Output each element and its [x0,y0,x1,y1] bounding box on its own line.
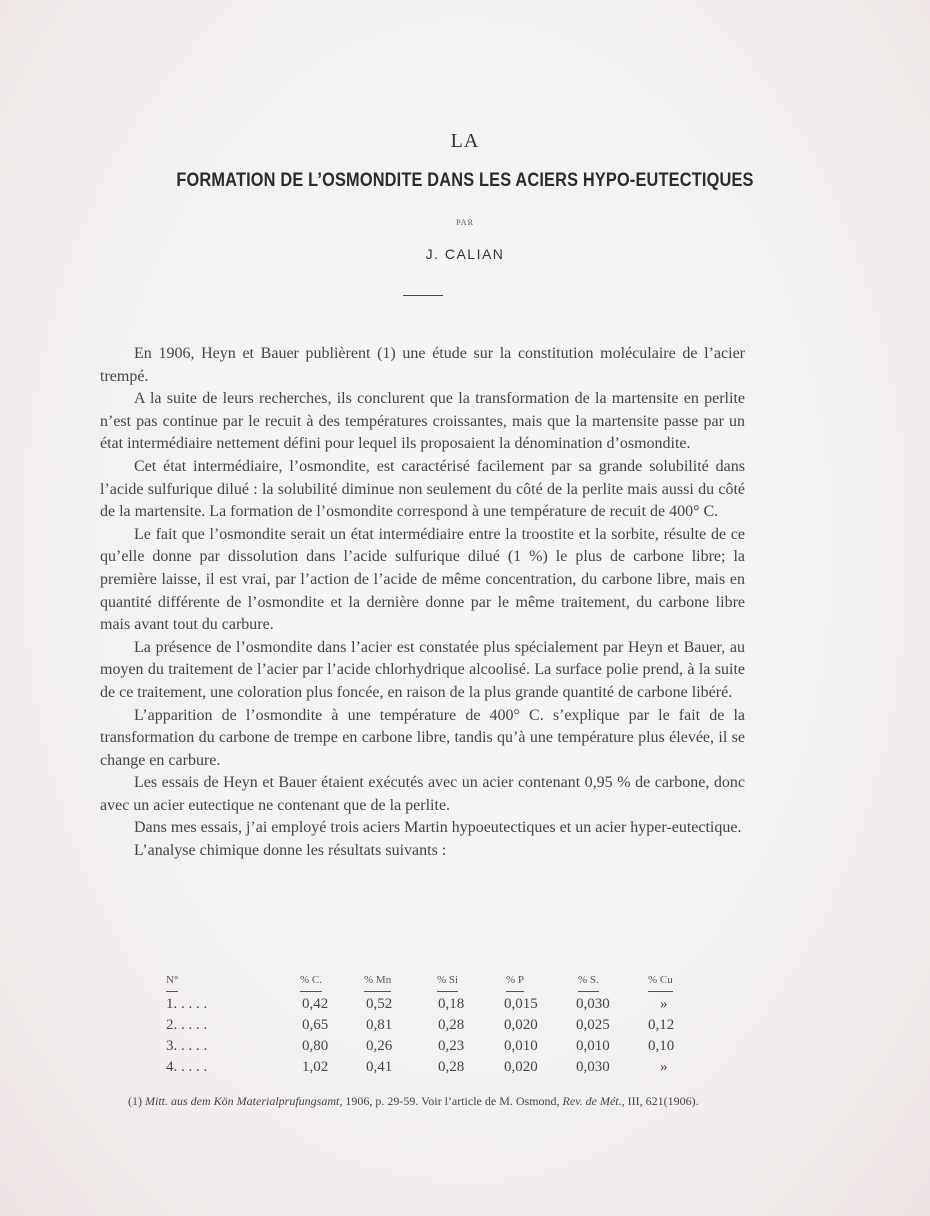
paragraph: A la suite de leurs recherches, ils conclurent que la transformation de la martensite en perlite n’est pas continue par le recuit à des températures croissantes, mais que la martensite passe par un état intermédiaire nettement défini pour lequel ils proposaient la dénomination d’osmondite. [100,390,745,453]
cell: 0,26 [366,1038,393,1054]
byline-par: PAR [456,218,474,227]
cell: 1,02 [302,1059,329,1075]
cell: 0,65 [302,1017,329,1033]
cell: 0,28 [438,1017,465,1033]
cell: 0,030 [576,1059,610,1075]
article-heading: LA [450,130,480,152]
author-name: J. CALIAN [425,246,505,262]
footnote [100,1093,750,1110]
cell: 3. . . . . [166,1038,208,1054]
cell: 0,41 [366,1059,393,1075]
cell: 4. . . . . [166,1059,208,1075]
cell: 0,81 [366,1017,393,1033]
cell: 0,015 [504,996,538,1012]
paragraph: L’apparition de l’osmondite à une température de 400° C. s’explique par le fait de la transformation du carbone de trempe en carbone libre, tandis qu’à une température plus élevée, il se change en carbure. [100,706,745,769]
article-body [100,343,745,863]
paragraph: Dans mes essais, j’ai employé trois aciers Martin hypoeutectiques et un acier hyper-eutectique. [134,819,742,837]
table-row [100,996,745,1017]
title-divider [403,295,443,296]
cell: 0,23 [438,1038,465,1054]
footnote-pages: 1906, p. 29-59. Voir l’article de M. Osmond, [342,1094,563,1108]
header-copper: % Cu [648,974,673,992]
cell: 0,80 [302,1038,329,1054]
cell: 0,52 [366,996,393,1012]
cell: 0,030 [576,996,610,1012]
footnote-marker: (1) [128,1094,142,1108]
footnote-journal: Rev. de Mét., [562,1094,625,1108]
cell: 0,12 [648,1017,675,1033]
cell: » [660,996,668,1012]
footnote-reference: III, 621(1906). [624,1094,699,1108]
cell: 0,28 [438,1059,465,1075]
header-number: N° [166,974,178,992]
footnote-source: Mitt. aus dem Kön Materialprufungsamt, [145,1094,343,1108]
header-silicon: % Si [437,974,458,992]
paragraph: En 1906, Heyn et Bauer publièrent (1) une étude sur la constitution moléculaire de l’acier trempé. [100,345,745,385]
cell: 0,10 [648,1038,675,1054]
paragraph: L’analyse chimique donne les résultats suivants : [134,842,447,860]
article-title: FORMATION DE L’OSMONDITE DANS LES ACIERS HYPO-EUTECTIQUES [176,170,754,191]
paragraph: La présence de l’osmondite dans l’acier est constatée plus spécialement par Heyn et Bauer, au moyen du traitement de l’acier par l’acide chlorhydrique alcoolisé. La surface polie prend, à la suite de ce traitement, une coloration plus foncée, en raison de la plus grande quantité de carbone libéré. [100,638,745,701]
cell: » [660,1059,668,1075]
cell: 0,18 [438,996,465,1012]
cell: 0,020 [504,1059,538,1075]
header-sulfur: % S. [578,974,599,992]
header-phosphorus: % P [506,974,524,992]
header-manganese: % Mn [364,974,391,992]
table-row [100,1059,745,1080]
cell: 0,010 [576,1038,610,1054]
table-header [100,970,745,996]
cell: 0,42 [302,996,329,1012]
paragraph: Les essais de Heyn et Bauer étaient exécutés avec un acier contenant 0,95 % de carbone, donc avec un acier eutectique ne contenant que de la perlite. [100,774,745,814]
cell: 0,010 [504,1038,538,1054]
table-row [100,1038,745,1059]
cell: 2. . . . . [166,1017,208,1033]
cell: 0,020 [504,1017,538,1033]
header-carbon: % C. [300,974,322,992]
paragraph: Cet état intermédiaire, l’osmondite, est caractérisé facilement par sa grande solubilité dans l’acide sulfurique dilué : la solubilité diminue non seulement du côté de la perlite mais aussi du côté de la martensite. La formation de l’osmondite correspond à une température de recuit de 400° C. [100,457,745,521]
table-row [100,1017,745,1038]
analysis-table [100,970,745,1080]
cell: 0,025 [576,1017,610,1033]
cell: 1. . . . . [166,996,208,1012]
paragraph: Le fait que l’osmondite serait un état intermédiaire entre la troostite et la sorbite, résulte de ce qu’elle donne par dissolution dans l’acide sulfurique dilué (1 %) le plus de carbone libre; la première laisse, il est vrai, par l’action de l’acide de même concentration, du carbone libre, mais en quantité différente de l’osmondite et la dernière donne par le même traitement, du carbone libre mais avant tout du carbure. [100,525,745,634]
